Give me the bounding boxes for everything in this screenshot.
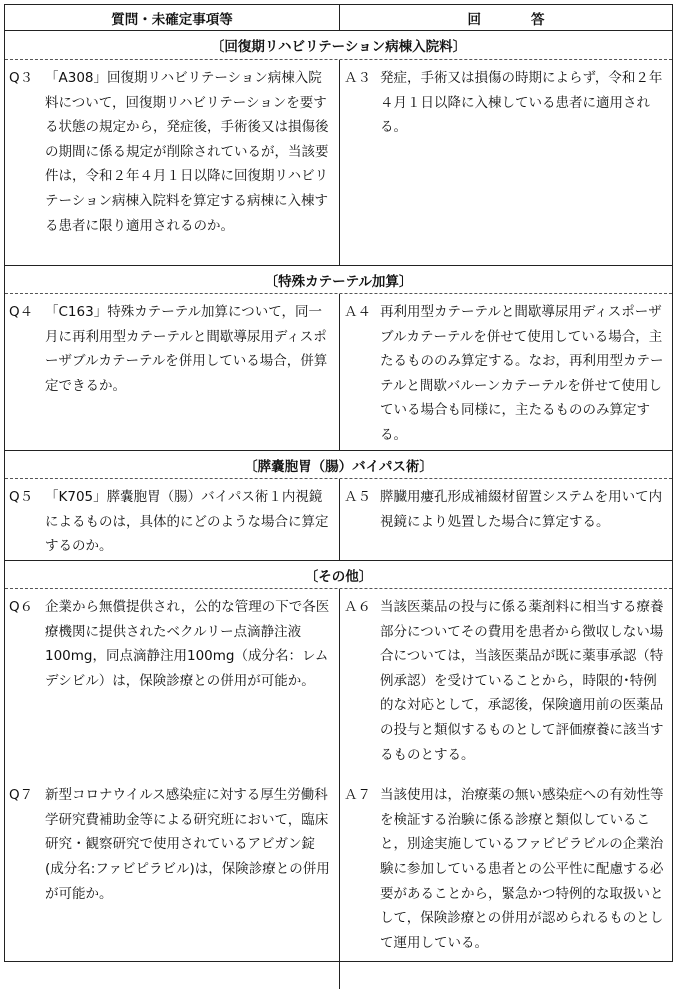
question-label: Q５ bbox=[9, 489, 34, 505]
table-row bbox=[5, 589, 672, 777]
answer-text: 再利用型カテーテルと間歇導尿用ディスポーザブルカテーテルを併せて使用している場合，主たるもののみ算定する。なお，再利用型カテーテルと間歇バルーンカテーテルを併せて使用している場合も同様に，主たるもののみ算定する。 bbox=[380, 304, 664, 443]
question-label: Q７ bbox=[9, 787, 34, 804]
question-label: Q４ bbox=[9, 304, 34, 320]
question-text: 新型コロナウイルス感染症に対する厚生労働科学研究費補助金等による研究班において，臨床研究・観察研究で使用されているアビガン錠(成分名:ファビピラビル)は，保険診療との併用が可能か。 bbox=[45, 787, 330, 902]
question-column-header: 質問・未確定事項等 bbox=[5, 5, 340, 30]
answer-cell bbox=[340, 479, 672, 560]
answer-text: 当該使用は，治療薬の無い感染症への有効性等を検証する治験に係る診療と類似していること，別途実施しているファビピラビルの企業治験に参加している患者との公平性に配慮する必要があることから，緊急かつ特例的な取扱いとして，保険診療との併用が認められるものとして運用している。 bbox=[380, 787, 664, 951]
answer-label: Ａ７ bbox=[344, 787, 371, 804]
question-cell bbox=[5, 589, 340, 777]
table-row bbox=[5, 777, 672, 989]
answer-label: Ａ６ bbox=[344, 599, 371, 615]
question-cell bbox=[5, 60, 340, 265]
question-text: 企業から無償提供され，公的な管理の下で各医療機関に提供されたベクルリー点滴静注液100mg，同点滴静注用100mg（成分名：レムデシビル）は，保険診療との併用が可能か。 bbox=[45, 599, 330, 689]
section-title: 〔特殊カテーテル加算〕 bbox=[5, 266, 672, 294]
table-row-group bbox=[5, 589, 672, 989]
question-text: 「C163」特殊カテーテル加算について，同一月に再利用型カテーテルと間歇導尿用ディスポーザブルカテーテルを併用している場合，併算定できるか。 bbox=[45, 304, 328, 394]
section-title: 〔その他〕 bbox=[5, 561, 672, 589]
answer-cell bbox=[340, 777, 672, 989]
answer-text: 当該医薬品の投与に係る薬剤料に相当する療養部分についてその費用を患者から徴収しない場合については，当該医薬品が既に薬事承認（特例承認）を受けていることから，時限的･特例的な対応として，承認後，保険適用前の医薬品の投与と類似するものとして評価療養に該当するものとする。 bbox=[380, 599, 664, 763]
answer-label: Ａ５ bbox=[344, 489, 371, 505]
section-title: 〔膵嚢胞胃（腸）バイパス術〕 bbox=[5, 451, 672, 479]
question-text: 「A308」回復期リハビリテーション病棟入院料について，回復期リハビリテーションを要する状態の規定から，発症後，手術後又は損傷後の期間に係る規定が削除されているが，当該要件は，令和２年４月１日以降に回復期リハビリテーション病棟入院料を算定する病棟に入棟する患者に限り適用されるのか。 bbox=[45, 70, 329, 234]
question-cell bbox=[5, 777, 340, 989]
qa-table bbox=[4, 4, 673, 962]
answer-cell bbox=[340, 589, 672, 777]
section-pancreatic-bypass bbox=[5, 451, 672, 561]
answer-cell bbox=[340, 294, 672, 450]
question-cell bbox=[5, 294, 340, 450]
table-header bbox=[5, 5, 672, 31]
section-special-catheter bbox=[5, 266, 672, 451]
table-row bbox=[5, 479, 672, 560]
answer-column-header: 回答 bbox=[467, 11, 595, 28]
section-rehab-ward bbox=[5, 31, 672, 266]
answer-label: Ａ４ bbox=[344, 304, 371, 320]
section-title: 〔回復期リハビリテーション病棟入院料〕 bbox=[5, 31, 672, 60]
question-text: 「K705」膵嚢胞胃（腸）バイパス術１内視鏡によるものは，具体的にどのような場合に算定するのか。 bbox=[45, 489, 329, 555]
table-row bbox=[5, 60, 672, 265]
answer-label: Ａ３ bbox=[344, 70, 371, 86]
question-label: Q６ bbox=[9, 599, 34, 615]
question-cell bbox=[5, 479, 340, 560]
question-label: Q３ bbox=[9, 70, 34, 86]
answer-text: 発症，手術又は損傷の時期によらず，令和２年４月１日以降に入棟している患者に適用される。 bbox=[380, 70, 663, 136]
answer-text: 膵臓用瘻孔形成補綴材留置システムを用いて内視鏡により処置した場合に算定する。 bbox=[380, 489, 663, 530]
answer-cell bbox=[340, 60, 672, 265]
section-other bbox=[5, 561, 672, 989]
table-row bbox=[5, 294, 672, 450]
